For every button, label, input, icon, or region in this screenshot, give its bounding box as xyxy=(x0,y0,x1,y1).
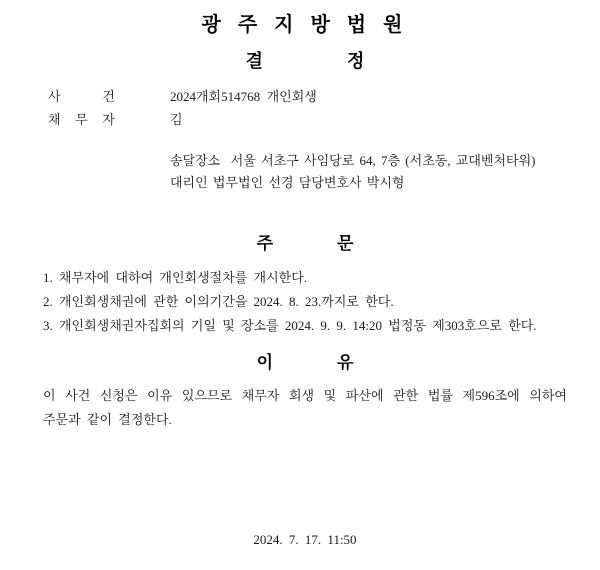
reason-paragraph-line-1: 이 사건 신청은 이유 있으므로 채무자 회생 및 파산에 관한 법률 제596조에 의하여 xyxy=(43,388,567,403)
order-list xyxy=(43,266,578,338)
order-heading-char-first: 주 xyxy=(256,234,273,253)
service-address-line: 송달장소 서울 서초구 사임당로 64, 7층 (서초동, 교대벤처타워) xyxy=(170,153,536,168)
order-item-1: 1. 채무자에 대하여 개인회생절차를 개시한다. xyxy=(43,270,308,285)
case-label: 사 건 xyxy=(48,89,115,104)
order-heading-char-second: 문 xyxy=(337,234,354,253)
document-type-char-first: 결 xyxy=(245,51,263,71)
document-type-title xyxy=(43,47,567,73)
debtor-row xyxy=(48,112,183,128)
debtor-label: 채 무 자 xyxy=(48,112,115,127)
reason-section-heading xyxy=(43,348,567,373)
order-section-heading xyxy=(43,229,567,254)
representative-line: 대리인 법무법인 선경 담당변호사 박시형 xyxy=(170,175,405,190)
case-number-value: 2024개회514768 개인회생 xyxy=(170,89,317,104)
debtor-details-block xyxy=(170,150,536,194)
order-item-2: 2. 개인회생채권에 관한 이의기간을 2024. 8. 23.까지로 한다. xyxy=(43,294,394,309)
reason-paragraph-line-2: 주문과 같이 결정한다. xyxy=(43,412,172,427)
decision-datetime: 2024. 7. 17. 11:50 xyxy=(253,532,357,547)
reason-paragraph xyxy=(43,384,567,432)
debtor-name-value: 김 xyxy=(170,112,183,127)
reason-heading-char-second: 유 xyxy=(337,353,354,372)
order-item-3: 3. 개인회생채권자집회의 기일 및 장소를 2024. 9. 9. 14:20 법정동 제303호으로 한다. xyxy=(43,318,537,333)
court-name-title: 광 주 지 방 법 원 xyxy=(201,14,409,36)
reason-heading-char-first: 이 xyxy=(256,353,273,372)
case-number-row xyxy=(48,89,317,105)
document-type-char-second: 정 xyxy=(347,51,365,71)
